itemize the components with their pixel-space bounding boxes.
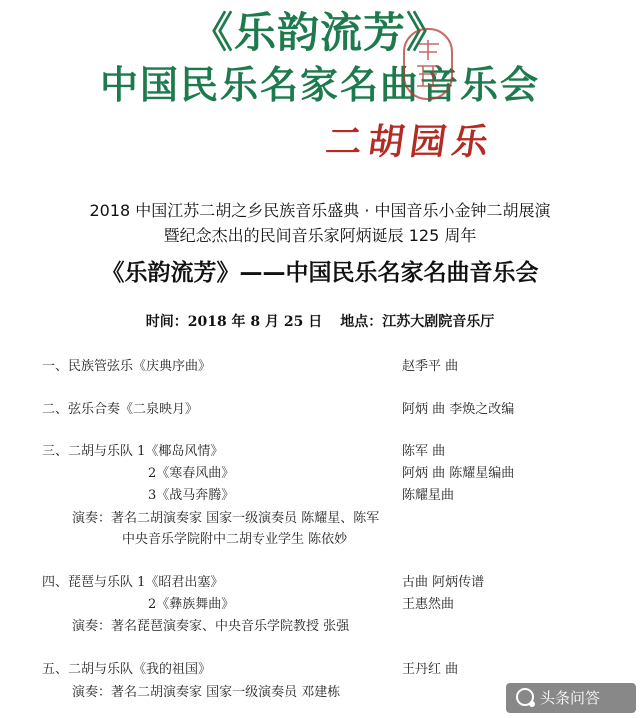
- program-item-4-composer: 古曲 阿炳传谱: [402, 575, 485, 590]
- program-item-5: 五、二胡与乐队《我的祖国》: [42, 662, 212, 677]
- concert-main-title: 《乐韵流芳》——中国民乐名家名曲音乐会: [101, 260, 539, 286]
- site-watermark: [506, 683, 636, 713]
- red-seal-stamp: [403, 28, 453, 100]
- calligraphy-title: 二胡园乐: [323, 121, 497, 163]
- program-item-3-piece-3-composer: 陈耀星曲: [402, 488, 455, 503]
- program-item-5-performers: 演奏：著名二胡演奏家 国家一级演奏员 邓建栋: [72, 685, 341, 700]
- poster-title-line2: 中国民乐名家名曲音乐会: [99, 63, 540, 107]
- program-item-2-composer: 阿炳 曲 李焕之改编: [402, 402, 515, 417]
- program-item-3: 三、二胡与乐队 1《椰岛风情》: [42, 444, 224, 459]
- program-item-3-composer: 陈军 曲: [402, 444, 446, 459]
- program-item-1: 一、民族管弦乐《庆典序曲》: [42, 359, 212, 374]
- concert-venue: 地点：江苏大剧院音乐厅: [340, 314, 495, 330]
- chat-bubble-icon: [516, 688, 534, 706]
- program-item-4-piece-2-composer: 王惠然曲: [402, 597, 455, 612]
- event-subtitle-line2: 暨纪念杰出的民间音乐家阿炳诞辰 125 周年: [163, 226, 477, 245]
- program-item-4-performers: 演奏：著名琵琶演奏家、中央音乐学院教授 张强: [72, 619, 350, 634]
- poster-title-line1: 《乐韵流芳》: [190, 8, 449, 57]
- program-item-3-performers: 演奏：著名二胡演奏家 国家一级演奏员 陈耀星、陈军: [72, 511, 380, 526]
- time-and-venue: [0, 312, 640, 332]
- program-item-3-piece-3: 3《战马奔腾》: [148, 488, 235, 503]
- program-item-3-piece-2: 2《寒春风曲》: [148, 466, 235, 481]
- program-item-1-composer: 赵季平 曲: [402, 359, 459, 374]
- program-item-4-piece-2: 2《彝族舞曲》: [148, 597, 235, 612]
- program-item-3-performers-2: 中央音乐学院附中二胡专业学生 陈依妙: [122, 532, 348, 547]
- program-item-4: 四、琵琶与乐队 1《昭君出塞》: [42, 575, 224, 590]
- program-item-5-composer: 王丹红 曲: [402, 662, 459, 677]
- program-item-3-piece-2-composer: 阿炳 曲 陈耀星编曲: [402, 466, 515, 481]
- watermark-text: 头条问答: [540, 689, 601, 707]
- program-item-2: 二、弦乐合奏《二泉映月》: [42, 402, 199, 417]
- event-subtitle-line1: 2018 中国江苏二胡之乡民族音乐盛典 · 中国音乐小金钟二胡展演: [89, 201, 551, 220]
- concert-time: 时间：2018 年 8 月 25 日: [145, 314, 323, 330]
